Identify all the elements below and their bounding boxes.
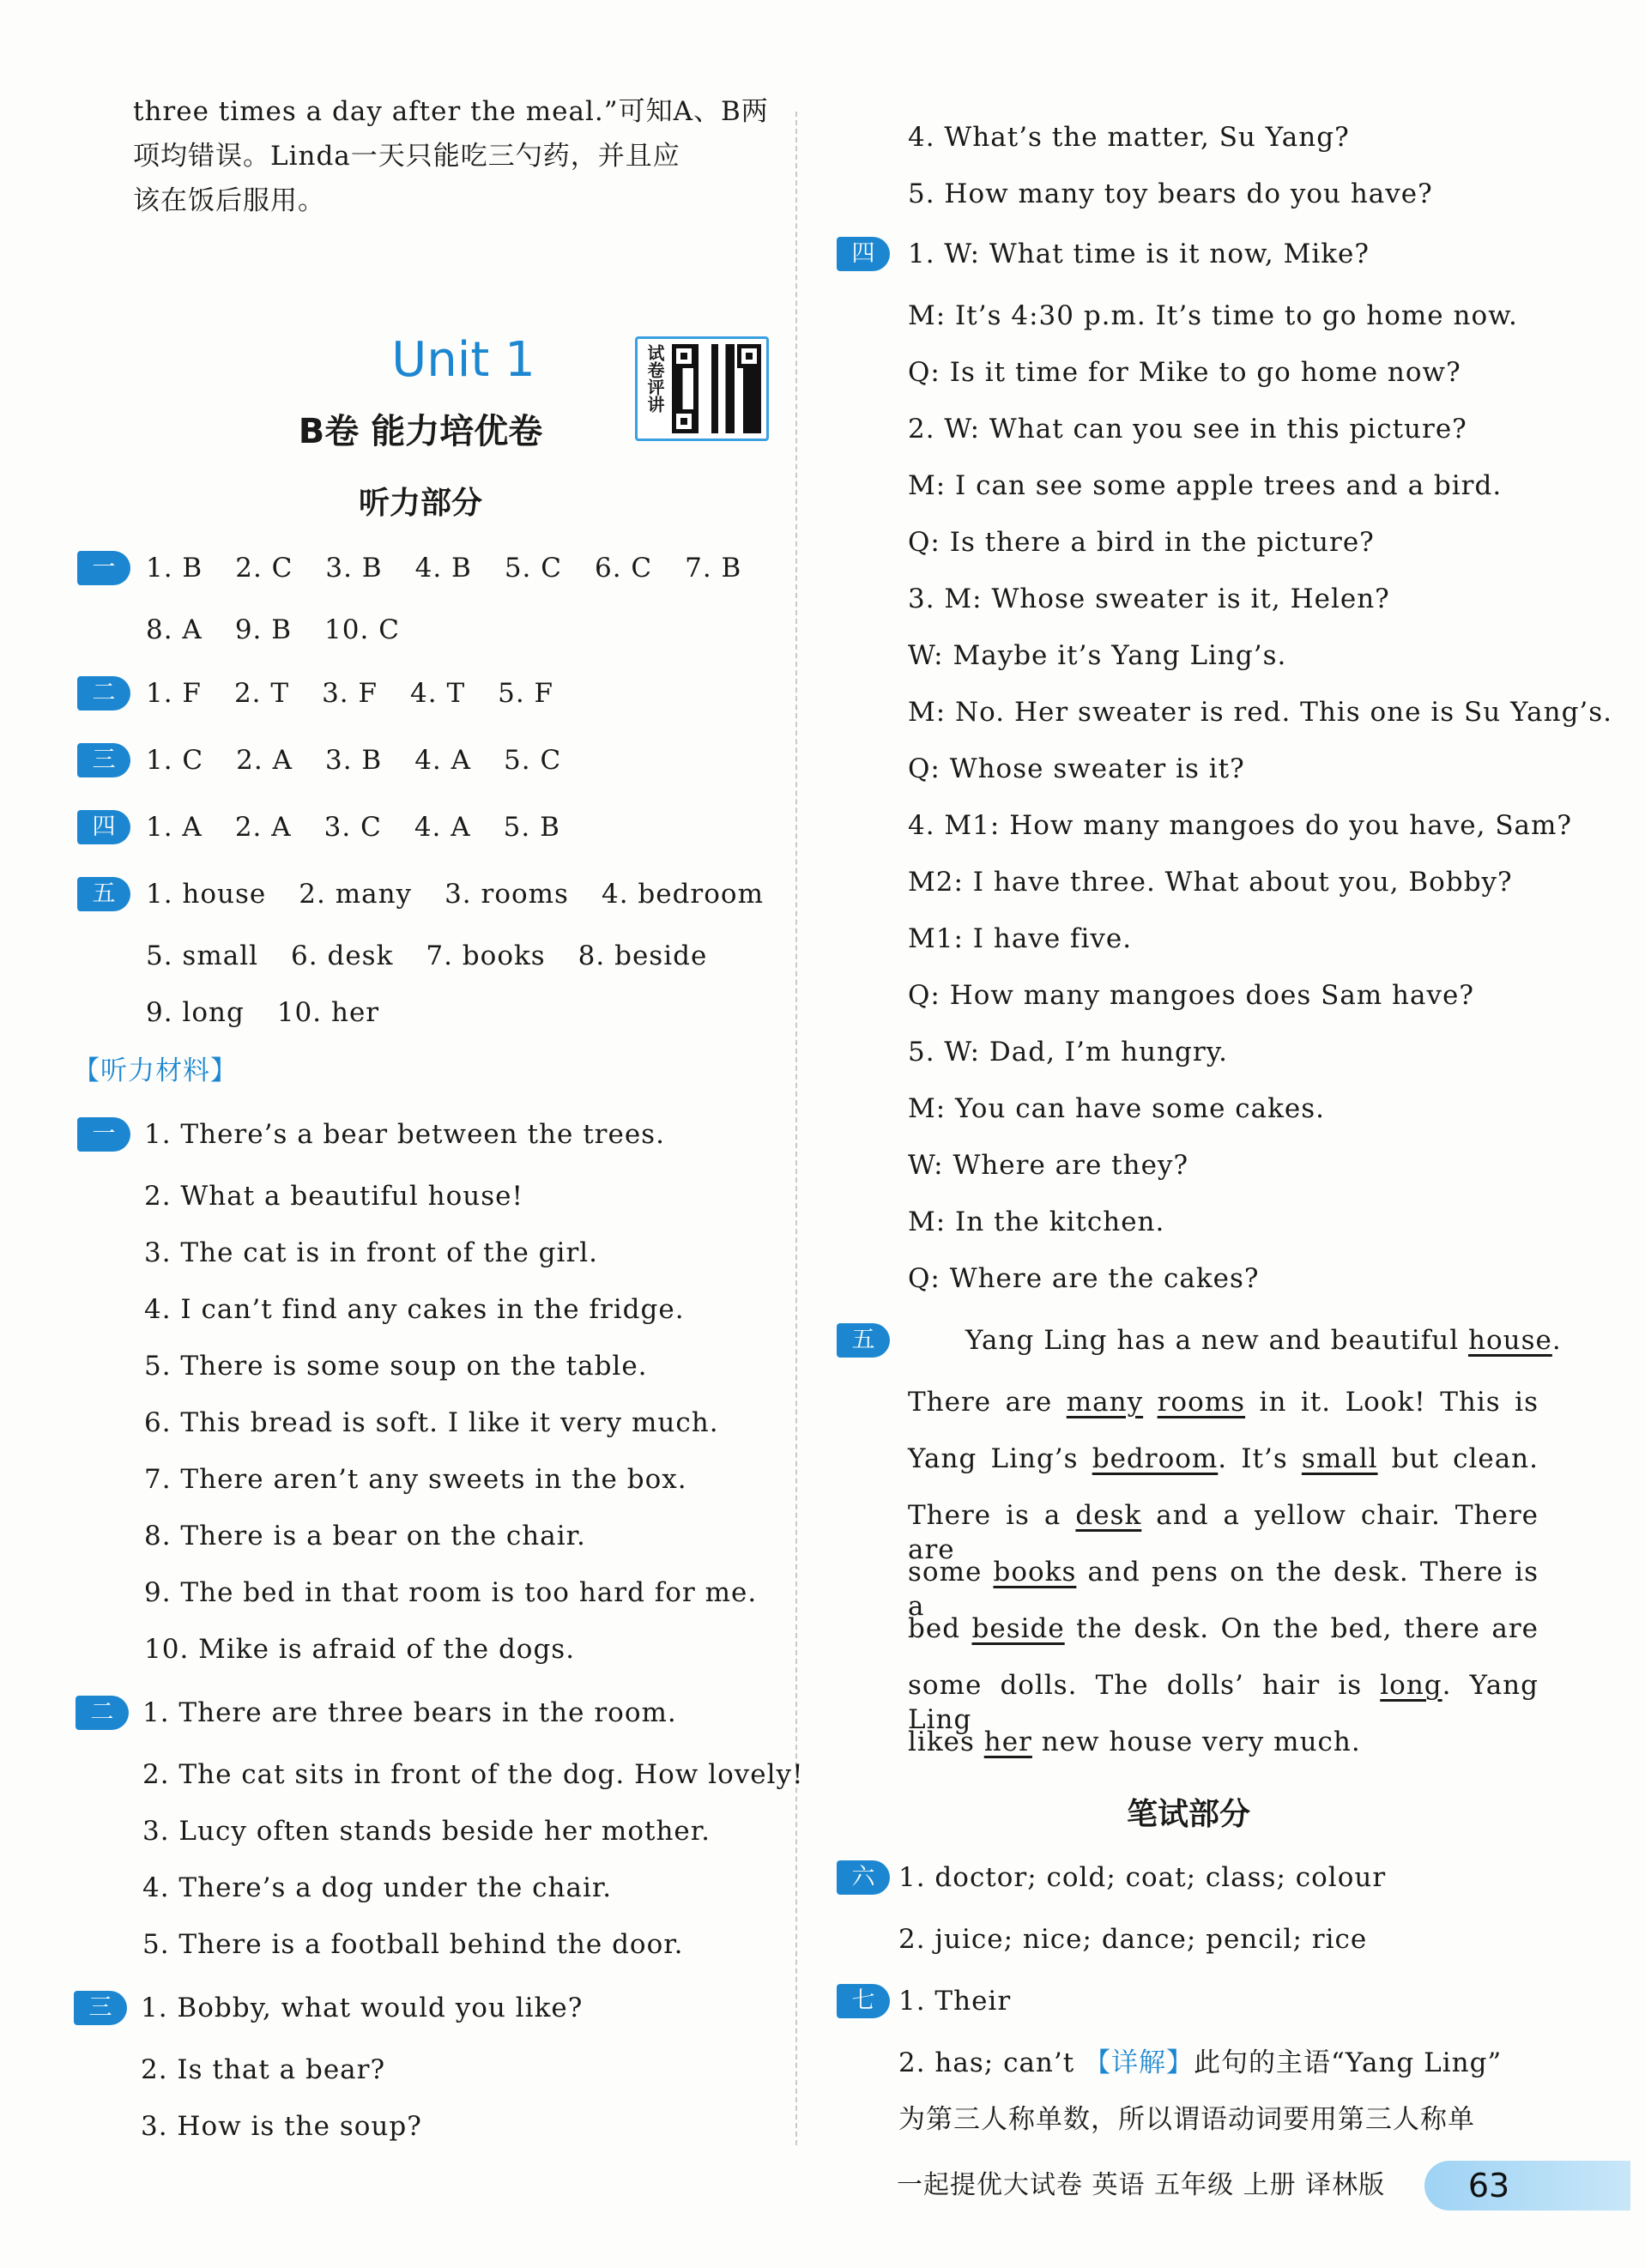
material-line: 3. How is the soup? xyxy=(141,2111,422,2142)
dialogue-line: M: It’s 4:30 p.m. It’s time to go home now. xyxy=(908,300,1518,331)
passage-line: some books and pens on the desk. There is a xyxy=(908,1557,1539,1622)
section-badge: 五 xyxy=(837,1323,890,1358)
section-badge: 三 xyxy=(74,1991,127,2025)
answer-row xyxy=(146,810,593,844)
answer: 9. long xyxy=(146,997,245,1028)
listening-material-label: 【听力材料】 xyxy=(73,1055,238,1086)
answer-row xyxy=(146,877,796,911)
answer: 10. C xyxy=(324,614,400,645)
explanation-tag: 【详解】 xyxy=(1084,2047,1194,2078)
answer: 8. A xyxy=(146,614,203,645)
intro-line: 项均错误。Linda一天只能吃三勺药，并且应 xyxy=(133,141,680,172)
answer: 2. T xyxy=(233,678,290,709)
section-badge: 六 xyxy=(837,1860,890,1895)
dialogue-line: M1: I have five. xyxy=(908,923,1133,954)
unit-title: Unit 1 xyxy=(391,332,535,388)
section-badge: 四 xyxy=(837,237,890,271)
answer: 1. house xyxy=(146,879,267,910)
answer: 1. A xyxy=(146,812,203,843)
answer: 2. many xyxy=(299,879,413,910)
answer: 7. B xyxy=(685,553,742,584)
material-line: 1. Bobby, what would you like? xyxy=(141,1993,584,2023)
dialogue-line: 5. W: Dad, I’m hungry. xyxy=(908,1037,1228,1067)
material-line: 1. There’s a bear between the trees. xyxy=(144,1119,665,1150)
answer: 9. B xyxy=(234,614,293,645)
section-badge: 一 xyxy=(77,1117,130,1152)
dialogue-line: 4. M1: How many mangoes do you have, Sam? xyxy=(908,810,1573,841)
answer: 2. A xyxy=(236,745,293,776)
answer: 4. T xyxy=(410,678,466,709)
answer: 1. B xyxy=(146,553,203,584)
answer: 3. B xyxy=(325,553,383,584)
answer: 5. B xyxy=(503,812,560,843)
answer: 5. C xyxy=(504,553,562,584)
dialogue-line: Q: Is there a bird in the picture? xyxy=(908,527,1375,558)
dialogue-line: Q: Where are the cakes? xyxy=(908,1263,1260,1294)
answer: 5. F xyxy=(498,678,554,709)
section-badge: 三 xyxy=(77,743,130,777)
section-badge: 二 xyxy=(76,1696,129,1730)
answer: 8. beside xyxy=(578,940,708,971)
answer-row xyxy=(146,551,774,585)
answer: 3. F xyxy=(322,678,378,709)
section-badge: 一 xyxy=(77,551,130,585)
intro-line: three times a day after the meal.”可知A、B两 xyxy=(133,96,769,127)
material-line: 4. I can’t find any cakes in the fridge. xyxy=(144,1294,685,1325)
intro-line: 该在饭后服用。 xyxy=(133,185,325,216)
passage-line: bed beside the desk. On the bed, there are xyxy=(908,1613,1539,1644)
answer: 1. F xyxy=(146,678,202,709)
column-divider xyxy=(795,112,797,2145)
answer: 3. rooms xyxy=(445,879,569,910)
page-number: 63 xyxy=(1467,2167,1510,2204)
material-line: 9. The bed in that room is too hard for me. xyxy=(144,1577,758,1608)
material-line: 5. There is a football behind the door. xyxy=(142,1929,684,1960)
answer: 5. small xyxy=(146,940,259,971)
answer: 4. A xyxy=(414,812,471,843)
dialogue-line: M2: I have three. What about you, Bobby? xyxy=(908,867,1513,898)
passage-line: Yang Ling’s bedroom. It’s small but clean. xyxy=(908,1443,1539,1474)
qr-pattern xyxy=(672,344,761,433)
material-line: 10. Mike is afraid of the dogs. xyxy=(144,1634,576,1665)
dialogue-line: M: No. Her sweater is red. This one is Su Yang’s. xyxy=(908,697,1613,728)
dialogue-line: 3. M: Whose sweater is it, Helen? xyxy=(908,584,1390,614)
answer: 3. C xyxy=(324,812,382,843)
material-line: 2. Is that a bear? xyxy=(141,2054,386,2085)
answer-row xyxy=(146,743,594,777)
answer-line: 2. juice; nice; dance; pencil; rice xyxy=(898,1924,1368,1955)
written-section-title: 笔试部分 xyxy=(1126,1797,1250,1832)
qr-code[interactable] xyxy=(635,336,769,441)
dialogue-line: M: I can see some apple trees and a bird. xyxy=(908,470,1503,501)
answer-line: 1. doctor; cold; coat; class; colour xyxy=(898,1862,1387,1893)
paper-subtitle: B卷 能力培优卷 xyxy=(298,412,543,451)
section-badge: 七 xyxy=(837,1984,890,2018)
answer: 4. bedroom xyxy=(601,879,764,910)
passage-line: There are many rooms in it. Look! This is xyxy=(908,1387,1539,1418)
material-line: 8. There is a bear on the chair. xyxy=(144,1521,586,1551)
answer-row xyxy=(146,676,586,711)
answer-row xyxy=(146,939,740,973)
answer: 2. A xyxy=(234,812,292,843)
passage-line: some dolls. The dolls’ hair is long. Yang Ling xyxy=(908,1670,1539,1735)
answer: 3. B xyxy=(324,745,383,776)
answer-row xyxy=(146,995,412,1030)
dialogue-line: M: In the kitchen. xyxy=(908,1207,1165,1237)
listening-section-title: 听力部分 xyxy=(358,486,482,521)
passage-line: likes her new house very much. xyxy=(908,1727,1361,1757)
dialogue-line: Q: How many mangoes does Sam have? xyxy=(908,980,1474,1011)
answer-row xyxy=(146,613,432,647)
material-line: 4. There’s a dog under the chair. xyxy=(142,1872,613,1903)
passage-line: Yang Ling has a new and beautiful house. xyxy=(965,1325,1562,1356)
dialogue-line: 2. W: What can you see in this picture? xyxy=(908,414,1467,445)
section-badge: 二 xyxy=(77,676,130,711)
answer: 2. C xyxy=(235,553,293,584)
material-line: 5. How many toy bears do you have? xyxy=(908,178,1433,209)
material-line: 1. There are three bears in the room. xyxy=(142,1697,677,1728)
material-line: 6. This bread is soft. I like it very much. xyxy=(144,1407,719,1438)
qr-label: 试卷评讲 xyxy=(644,344,665,413)
material-line: 3. Lucy often stands beside her mother. xyxy=(142,1816,711,1847)
dialogue-line: Q: Whose sweater is it? xyxy=(908,753,1245,784)
section-badge: 五 xyxy=(77,877,130,911)
dialogue-line: 1. W: What time is it now, Mike? xyxy=(908,239,1370,269)
answer-line: 2. has; can’t 【详解】此句的主语“Yang Ling” xyxy=(898,2047,1503,2078)
material-line: 2. What a beautiful house! xyxy=(144,1181,523,1212)
answer: 6. C xyxy=(594,553,653,584)
answer-line: 1. Their xyxy=(898,1986,1012,2017)
material-line: 7. There aren’t any sweets in the box. xyxy=(144,1464,687,1495)
dialogue-line: W: Maybe it’s Yang Ling’s. xyxy=(908,640,1287,671)
dialogue-line: M: You can have some cakes. xyxy=(908,1093,1326,1124)
section-badge: 四 xyxy=(77,810,130,844)
dialogue-line: W: Where are they? xyxy=(908,1150,1189,1181)
explanation-line: 为第三人称单数，所以谓语动词要用第三人称单 xyxy=(898,2104,1475,2135)
answer: 7. books xyxy=(426,940,546,971)
answer: 4. A xyxy=(414,745,472,776)
material-line: 5. There is some soup on the table. xyxy=(144,1351,648,1382)
footer-book-title: 一起提优大试卷 英语 五年级 上册 译林版 xyxy=(897,2170,1386,2200)
answer: 5. C xyxy=(504,745,562,776)
material-line: 3. The cat is in front of the girl. xyxy=(144,1237,599,1268)
dialogue-line: Q: Is it time for Mike to go home now? xyxy=(908,357,1461,388)
material-line: 2. The cat sits in front of the dog. How lovely! xyxy=(142,1759,804,1790)
answer: 10. her xyxy=(276,997,380,1028)
material-line: 4. What’s the matter, Su Yang? xyxy=(908,122,1350,153)
answer: 6. desk xyxy=(291,940,394,971)
answer: 4. B xyxy=(414,553,472,584)
passage-line: There is a desk and a yellow chair. There are xyxy=(908,1500,1539,1565)
answer: 1. C xyxy=(146,745,204,776)
